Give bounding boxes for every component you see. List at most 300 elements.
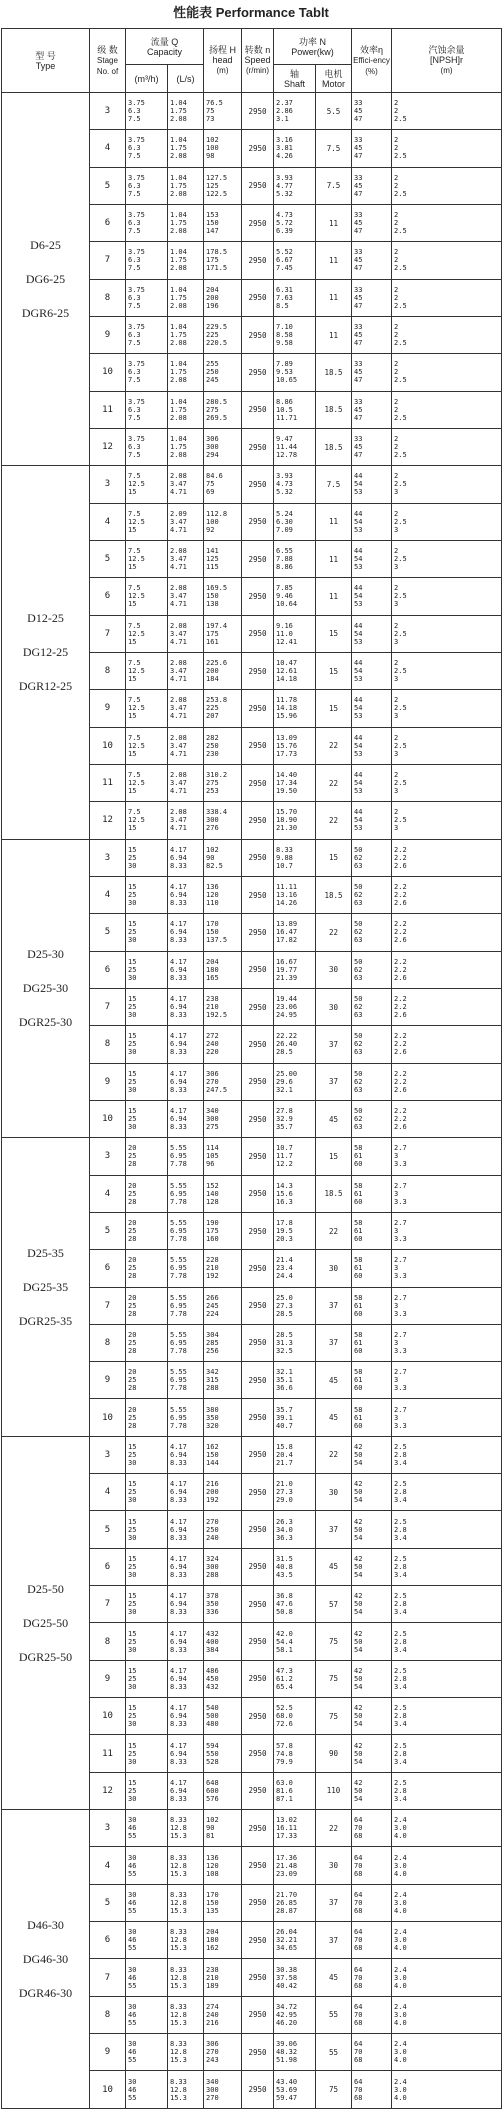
stage-cell: 9	[90, 2034, 126, 2071]
npsh-cell: 2.2 2.2 2.6	[392, 839, 502, 876]
capacity-m3h-cell: 30 46 55	[126, 2034, 168, 2071]
model-name: DGR25-30	[18, 1015, 73, 1030]
shaft-power-cell: 8.33 9.88 10.7	[274, 839, 316, 876]
head-cell: 228 210 192	[204, 1250, 242, 1287]
npsh-header: 汽蚀余量 [NPSH]r (m)	[392, 29, 502, 93]
head-cell: 594 550 528	[204, 1735, 242, 1772]
shaft-power-cell: 28.5 31.3 32.5	[274, 1324, 316, 1361]
stage-cell: 7	[90, 1959, 126, 1996]
npsh-cell: 2 2 2.5	[392, 428, 502, 465]
motor-power-cell: 45	[316, 1959, 352, 1996]
head-cell: 204 200 196	[204, 279, 242, 316]
capacity-ls-cell: 8.33 12.8 15.3	[168, 1847, 204, 1884]
model-name: DG25-35	[22, 1280, 69, 1294]
efficiency-cell: 44 54 53	[352, 503, 392, 540]
capacity-ls-cell: 5.55 6.95 7.78	[168, 1175, 204, 1212]
speed-cell: 2950	[242, 876, 274, 913]
model-name: DG6-25	[25, 272, 66, 287]
efficiency-cell: 42 50 54	[352, 1474, 392, 1511]
capacity-m3h-cell: 20 25 28	[126, 1287, 168, 1324]
capacity-ls-cell: 5.55 6.95 7.78	[168, 1399, 204, 1436]
head-cell: 152 140 128	[204, 1175, 242, 1212]
capacity-ls-cell: 1.04 1.75 2.08	[168, 428, 204, 465]
efficiency-cell: 44 54 53	[352, 727, 392, 764]
shaft-power-cell: 25.0 27.3 28.5	[274, 1287, 316, 1324]
stage-cell: 4	[90, 130, 126, 167]
motor-power-cell: 22	[316, 764, 352, 801]
capacity-ls-cell: 4.17 6.94 8.33	[168, 1660, 204, 1697]
capacity-ls-cell: 2.08 3.47 4.71	[168, 652, 204, 689]
model-name: D25-30	[27, 947, 64, 962]
capacity-ls-cell: 4.17 6.94 8.33	[168, 1026, 204, 1063]
head-cell: 141 125 115	[204, 540, 242, 577]
motor-power-cell: 30	[316, 951, 352, 988]
stage-cell: 9	[90, 1063, 126, 1100]
model-cell	[2, 839, 90, 1138]
npsh-cell: 2.2 2.2 2.6	[392, 1063, 502, 1100]
head-cell: 225.6 200 184	[204, 652, 242, 689]
stage-cell: 6	[90, 578, 126, 615]
speed-cell: 2950	[242, 690, 274, 727]
efficiency-cell: 44 54 53	[352, 690, 392, 727]
capacity-ls-cell: 1.04 1.75 2.08	[168, 93, 204, 130]
shaft-power-cell: 27.8 32.9 35.7	[274, 1100, 316, 1137]
capacity-m3h-cell: 3.75 6.3 7.5	[126, 204, 168, 241]
shaft-power-cell: 36.8 47.6 50.8	[274, 1586, 316, 1623]
table-row	[2, 93, 502, 130]
shaft-power-cell: 5.52 6.67 7.45	[274, 242, 316, 279]
motor-power-cell: 22	[316, 802, 352, 839]
stage-cell: 9	[90, 316, 126, 353]
performance-table	[1, 28, 502, 2109]
model-name: DG25-50	[22, 1615, 69, 1630]
npsh-cell: 2.4 3.0 4.0	[392, 1959, 502, 1996]
capacity-m3h-cell: 3.75 6.3 7.5	[126, 279, 168, 316]
motor-power-cell: 15	[316, 690, 352, 727]
stage-cell: 3	[90, 839, 126, 876]
head-cell: 170 150 137.5	[204, 914, 242, 951]
head-cell: 432 400 384	[204, 1623, 242, 1660]
shaft-power-cell: 26.3 34.0 36.3	[274, 1511, 316, 1548]
speed-cell: 2950	[242, 428, 274, 465]
shaft-power-cell: 43.40 53.69 59.47	[274, 2071, 316, 2109]
stage-cell: 4	[90, 503, 126, 540]
efficiency-cell: 58 61 60	[352, 1287, 392, 1324]
capacity-ls-cell: 5.55 6.95 7.78	[168, 1362, 204, 1399]
capacity-m3h-cell: 7.5 12.5 15	[126, 466, 168, 503]
stage-cell: 9	[90, 1362, 126, 1399]
speed-header: 转数 n Speed (r/min)	[242, 29, 274, 93]
shaft-power-cell: 11.11 13.16 14.26	[274, 876, 316, 913]
shaft-power-cell: 31.5 40.8 43.5	[274, 1548, 316, 1585]
efficiency-cell: 58 61 60	[352, 1175, 392, 1212]
head-cell: 102 90 82.5	[204, 839, 242, 876]
npsh-cell: 2 2.5 3	[392, 727, 502, 764]
shaft-power-cell: 39.06 48.32 51.98	[274, 2034, 316, 2071]
head-cell: 340 300 270	[204, 2071, 242, 2109]
npsh-cell: 2.5 2.8 3.4	[392, 1660, 502, 1697]
capacity-ls-cell: 4.17 6.94 8.33	[168, 1063, 204, 1100]
capacity-ls-cell: 2.09 3.47 4.71	[168, 503, 204, 540]
speed-cell: 2950	[242, 1847, 274, 1884]
stage-header: 级 数 Stage No. of	[90, 29, 126, 93]
model-name: D46-30	[27, 1918, 64, 1933]
motor-power-cell: 57	[316, 1586, 352, 1623]
npsh-cell: 2.2 2.2 2.6	[392, 876, 502, 913]
npsh-cell: 2.4 3.0 4.0	[392, 1922, 502, 1959]
capacity-ls-cell: 4.17 6.94 8.33	[168, 1511, 204, 1548]
speed-cell: 2950	[242, 1548, 274, 1585]
shaft-power-cell: 14.40 17.34 19.50	[274, 764, 316, 801]
efficiency-cell: 33 45 47	[352, 130, 392, 167]
speed-cell: 2950	[242, 93, 274, 130]
head-cell: 136 120 108	[204, 1847, 242, 1884]
npsh-cell: 2.5 2.8 3.4	[392, 1548, 502, 1585]
model-name: D6-25	[30, 238, 61, 253]
motor-power-cell: 37	[316, 1324, 352, 1361]
speed-cell: 2950	[242, 1474, 274, 1511]
shaft-power-cell: 8.86 10.5 11.71	[274, 391, 316, 428]
efficiency-cell: 33 45 47	[352, 354, 392, 391]
efficiency-cell: 64 70 68	[352, 1996, 392, 2033]
efficiency-cell: 50 62 63	[352, 914, 392, 951]
head-cell: 229.5 225 220.5	[204, 316, 242, 353]
shaft-power-cell: 22.22 26.40 28.5	[274, 1026, 316, 1063]
stage-cell: 4	[90, 1175, 126, 1212]
shaft-power-cell: 9.16 11.0 12.41	[274, 615, 316, 652]
efficiency-cell: 42 50 54	[352, 1586, 392, 1623]
stage-cell: 9	[90, 1660, 126, 1697]
motor-power-cell: 11	[316, 540, 352, 577]
capacity-ls-cell: 2.08 3.47 4.71	[168, 466, 204, 503]
npsh-cell: 2 2.5 3	[392, 578, 502, 615]
stage-cell: 10	[90, 354, 126, 391]
capacity-ls-cell: 1.04 1.75 2.08	[168, 130, 204, 167]
capacity-m3h-cell: 20 25 28	[126, 1250, 168, 1287]
shaft-power-cell: 42.0 54.4 58.1	[274, 1623, 316, 1660]
speed-cell: 2950	[242, 167, 274, 204]
model-name: DGR6-25	[21, 306, 70, 321]
speed-cell: 2950	[242, 1287, 274, 1324]
npsh-cell: 2.5 2.8 3.4	[392, 1623, 502, 1660]
model-name: DGR12-25	[18, 679, 73, 694]
npsh-cell: 2.7 3 3.3	[392, 1362, 502, 1399]
capacity-m3h-cell: 15 25 30	[126, 1511, 168, 1548]
capacity-m3h-cell: 15 25 30	[126, 839, 168, 876]
npsh-cell: 2.5 2.8 3.4	[392, 1436, 502, 1473]
stage-cell: 12	[90, 1772, 126, 1809]
capacity-ls-cell: 8.33 12.8 15.3	[168, 1996, 204, 2033]
stage-cell: 12	[90, 802, 126, 839]
efficiency-cell: 33 45 47	[352, 167, 392, 204]
speed-cell: 2950	[242, 1922, 274, 1959]
stage-cell: 10	[90, 1698, 126, 1735]
efficiency-cell: 64 70 68	[352, 1959, 392, 1996]
speed-cell: 2950	[242, 1324, 274, 1361]
shaft-power-cell: 30.38 37.58 40.42	[274, 1959, 316, 1996]
capacity-ls-cell: 4.17 6.94 8.33	[168, 1100, 204, 1137]
capacity-ls-cell: 4.17 6.94 8.33	[168, 1586, 204, 1623]
stage-cell: 12	[90, 428, 126, 465]
capacity-m3h-cell: 30 46 55	[126, 2071, 168, 2109]
capacity-m3h-cell: 3.75 6.3 7.5	[126, 391, 168, 428]
capacity-m3h-cell: 15 25 30	[126, 1586, 168, 1623]
head-cell: 102 100 98	[204, 130, 242, 167]
motor-power-cell: 37	[316, 1511, 352, 1548]
efficiency-cell: 58 61 60	[352, 1212, 392, 1249]
model-name: DGR25-50	[18, 1649, 73, 1664]
head-cell: 197.4 175 161	[204, 615, 242, 652]
capacity-m3h-cell: 30 46 55	[126, 1959, 168, 1996]
efficiency-cell: 42 50 54	[352, 1660, 392, 1697]
shaft-power-cell: 7.10 8.58 9.58	[274, 316, 316, 353]
motor-power-cell: 15	[316, 615, 352, 652]
head-cell: 162 150 144	[204, 1436, 242, 1473]
motor-power-cell: 37	[316, 1026, 352, 1063]
motor-power-cell: 7.5	[316, 167, 352, 204]
speed-cell: 2950	[242, 951, 274, 988]
head-cell: 102 90 81	[204, 1810, 242, 1847]
stage-cell: 3	[90, 93, 126, 130]
shaft-power-cell: 17.8 19.5 20.3	[274, 1212, 316, 1249]
capacity-m3h-cell: 7.5 12.5 15	[126, 727, 168, 764]
efficiency-cell: 33 45 47	[352, 391, 392, 428]
shaft-power-cell: 16.67 19.77 21.39	[274, 951, 316, 988]
speed-cell: 2950	[242, 1735, 274, 1772]
stage-cell: 7	[90, 988, 126, 1025]
motor-power-cell: 22	[316, 1212, 352, 1249]
shaft-power-cell: 10.7 11.7 12.2	[274, 1138, 316, 1175]
capacity-m3h-cell: 15 25 30	[126, 1063, 168, 1100]
efficiency-cell: 58 61 60	[352, 1138, 392, 1175]
motor-power-cell: 18.5	[316, 391, 352, 428]
capacity-ls-cell: 8.33 12.8 15.3	[168, 2034, 204, 2071]
stage-cell: 8	[90, 652, 126, 689]
npsh-cell: 2.5 2.8 3.4	[392, 1698, 502, 1735]
motor-header: 电机 Motor	[316, 65, 352, 93]
capacity-unit-m3h: (m³/h)	[126, 65, 168, 93]
capacity-ls-cell: 8.33 12.8 15.3	[168, 1922, 204, 1959]
motor-power-cell: 18.5	[316, 428, 352, 465]
speed-cell: 2950	[242, 1511, 274, 1548]
npsh-cell: 2 2.5 3	[392, 615, 502, 652]
head-cell: 338.4 300 276	[204, 802, 242, 839]
capacity-ls-cell: 5.55 6.95 7.78	[168, 1287, 204, 1324]
efficiency-cell: 33 45 47	[352, 204, 392, 241]
capacity-m3h-cell: 30 46 55	[126, 1996, 168, 2033]
motor-power-cell: 18.5	[316, 354, 352, 391]
speed-cell: 2950	[242, 1810, 274, 1847]
head-cell: 238 210 192.5	[204, 988, 242, 1025]
speed-cell: 2950	[242, 1212, 274, 1249]
efficiency-cell: 33 45 47	[352, 279, 392, 316]
efficiency-cell: 42 50 54	[352, 1772, 392, 1809]
speed-cell: 2950	[242, 279, 274, 316]
efficiency-cell: 44 54 53	[352, 466, 392, 503]
capacity-ls-cell: 4.17 6.94 8.33	[168, 1623, 204, 1660]
stage-cell: 10	[90, 1100, 126, 1137]
efficiency-cell: 58 61 60	[352, 1250, 392, 1287]
capacity-m3h-cell: 3.75 6.3 7.5	[126, 242, 168, 279]
motor-power-cell: 30	[316, 1847, 352, 1884]
npsh-cell: 2 2 2.5	[392, 316, 502, 353]
shaft-power-cell: 6.55 7.88 8.86	[274, 540, 316, 577]
capacity-m3h-cell: 7.5 12.5 15	[126, 615, 168, 652]
speed-cell: 2950	[242, 1399, 274, 1436]
shaft-power-cell: 34.72 42.95 46.20	[274, 1996, 316, 2033]
head-cell: 342 315 288	[204, 1362, 242, 1399]
speed-cell: 2950	[242, 727, 274, 764]
speed-cell: 2950	[242, 1586, 274, 1623]
capacity-m3h-cell: 3.75 6.3 7.5	[126, 130, 168, 167]
speed-cell: 2950	[242, 1660, 274, 1697]
motor-power-cell: 37	[316, 1922, 352, 1959]
efficiency-cell: 50 62 63	[352, 951, 392, 988]
shaft-power-cell: 21.0 27.3 29.0	[274, 1474, 316, 1511]
motor-power-cell: 15	[316, 652, 352, 689]
capacity-ls-cell: 8.33 12.8 15.3	[168, 2071, 204, 2109]
speed-cell: 2950	[242, 1100, 274, 1137]
motor-power-cell: 22	[316, 1436, 352, 1473]
stage-cell: 5	[90, 540, 126, 577]
performance-table-wrapper	[1, 28, 501, 2109]
npsh-cell: 2.2 2.2 2.6	[392, 1100, 502, 1137]
head-cell: 238 210 189	[204, 1959, 242, 1996]
speed-cell: 2950	[242, 1772, 274, 1809]
shaft-power-cell: 11.78 14.18 15.96	[274, 690, 316, 727]
speed-cell: 2950	[242, 130, 274, 167]
capacity-m3h-cell: 15 25 30	[126, 1100, 168, 1137]
motor-power-cell: 55	[316, 2034, 352, 2071]
head-cell: 170 150 135	[204, 1884, 242, 1921]
stage-cell: 8	[90, 1026, 126, 1063]
shaft-power-cell: 15.8 20.4 21.7	[274, 1436, 316, 1473]
motor-power-cell: 15	[316, 839, 352, 876]
npsh-cell: 2.4 3.0 4.0	[392, 1810, 502, 1847]
capacity-m3h-cell: 7.5 12.5 15	[126, 802, 168, 839]
capacity-m3h-cell: 15 25 30	[126, 876, 168, 913]
stage-cell: 3	[90, 466, 126, 503]
motor-power-cell: 45	[316, 1548, 352, 1585]
table-row	[2, 839, 502, 876]
npsh-cell: 2.2 2.2 2.6	[392, 1026, 502, 1063]
efficiency-cell: 42 50 54	[352, 1436, 392, 1473]
capacity-ls-cell: 1.04 1.75 2.08	[168, 279, 204, 316]
efficiency-header: 效率η Effici-ency (%)	[352, 29, 392, 93]
efficiency-cell: 64 70 68	[352, 1847, 392, 1884]
model-name: D25-50	[27, 1581, 64, 1596]
speed-cell: 2950	[242, 316, 274, 353]
stage-cell: 6	[90, 204, 126, 241]
efficiency-cell: 64 70 68	[352, 1922, 392, 1959]
shaft-power-cell: 25.00 29.6 32.1	[274, 1063, 316, 1100]
motor-power-cell: 37	[316, 1884, 352, 1921]
efficiency-cell: 42 50 54	[352, 1623, 392, 1660]
shaft-power-cell: 47.3 61.2 65.4	[274, 1660, 316, 1697]
capacity-m3h-cell: 3.75 6.3 7.5	[126, 428, 168, 465]
motor-power-cell: 75	[316, 2071, 352, 2109]
speed-cell: 2950	[242, 1362, 274, 1399]
stage-cell: 6	[90, 1548, 126, 1585]
capacity-m3h-cell: 7.5 12.5 15	[126, 540, 168, 577]
npsh-cell: 2.5 2.8 3.4	[392, 1474, 502, 1511]
efficiency-cell: 44 54 53	[352, 652, 392, 689]
head-cell: 282 250 230	[204, 727, 242, 764]
shaft-power-cell: 35.7 39.1 40.7	[274, 1399, 316, 1436]
capacity-m3h-cell: 20 25 28	[126, 1324, 168, 1361]
motor-power-cell: 30	[316, 1250, 352, 1287]
motor-power-cell: 90	[316, 1735, 352, 1772]
capacity-ls-cell: 1.04 1.75 2.08	[168, 316, 204, 353]
head-cell: 84.6 75 69	[204, 466, 242, 503]
capacity-unit-ls: (L/s)	[168, 65, 204, 93]
npsh-cell: 2 2 2.5	[392, 93, 502, 130]
capacity-ls-cell: 4.17 6.94 8.33	[168, 1474, 204, 1511]
npsh-cell: 2.7 3 3.3	[392, 1138, 502, 1175]
model-cell	[2, 1138, 90, 1437]
shaft-power-cell: 26.04 32.21 34.65	[274, 1922, 316, 1959]
motor-power-cell: 11	[316, 204, 352, 241]
speed-cell: 2950	[242, 242, 274, 279]
efficiency-cell: 33 45 47	[352, 242, 392, 279]
speed-cell: 2950	[242, 615, 274, 652]
motor-power-cell: 22	[316, 914, 352, 951]
capacity-m3h-cell: 30 46 55	[126, 1847, 168, 1884]
type-header: 型 号 Type	[2, 29, 90, 93]
head-cell: 378 350 336	[204, 1586, 242, 1623]
head-header: 扬程 H head (m)	[204, 29, 242, 93]
shaft-power-cell: 21.70 26.85 28.87	[274, 1884, 316, 1921]
speed-cell: 2950	[242, 1026, 274, 1063]
shaft-power-cell: 3.93 4.73 5.32	[274, 466, 316, 503]
speed-cell: 2950	[242, 578, 274, 615]
model-cell	[2, 466, 90, 839]
capacity-m3h-cell: 15 25 30	[126, 1026, 168, 1063]
capacity-m3h-cell: 7.5 12.5 15	[126, 764, 168, 801]
npsh-cell: 2 2.5 3	[392, 466, 502, 503]
head-cell: 324 300 288	[204, 1548, 242, 1585]
shaft-power-cell: 7.89 9.53 10.65	[274, 354, 316, 391]
motor-power-cell: 75	[316, 1623, 352, 1660]
model-name: DG12-25	[22, 645, 69, 660]
efficiency-cell: 58 61 60	[352, 1399, 392, 1436]
head-cell: 540 500 480	[204, 1698, 242, 1735]
capacity-m3h-cell: 15 25 30	[126, 1623, 168, 1660]
head-cell: 270 250 240	[204, 1511, 242, 1548]
power-header: 功率 N Power(kw)	[274, 29, 352, 65]
stage-cell: 8	[90, 1996, 126, 2033]
head-cell: 136 120 110	[204, 876, 242, 913]
head-cell: 274 240 216	[204, 1996, 242, 2033]
stage-cell: 8	[90, 1324, 126, 1361]
shaft-power-cell: 17.36 21.48 23.09	[274, 1847, 316, 1884]
capacity-header: 流量 Q Capacity	[126, 29, 204, 65]
efficiency-cell: 58 61 60	[352, 1362, 392, 1399]
shaft-power-cell: 4.73 5.72 6.39	[274, 204, 316, 241]
capacity-ls-cell: 4.17 6.94 8.33	[168, 1698, 204, 1735]
npsh-cell: 2.2 2.2 2.6	[392, 951, 502, 988]
motor-power-cell: 110	[316, 1772, 352, 1809]
stage-cell: 6	[90, 1250, 126, 1287]
npsh-cell: 2 2.5 3	[392, 540, 502, 577]
efficiency-cell: 64 70 68	[352, 2034, 392, 2071]
efficiency-cell: 42 50 54	[352, 1511, 392, 1548]
speed-cell: 2950	[242, 652, 274, 689]
speed-cell: 2950	[242, 466, 274, 503]
shaft-power-cell: 5.24 6.30 7.09	[274, 503, 316, 540]
capacity-ls-cell: 4.17 6.94 8.33	[168, 951, 204, 988]
shaft-power-cell: 32.1 35.1 36.6	[274, 1362, 316, 1399]
